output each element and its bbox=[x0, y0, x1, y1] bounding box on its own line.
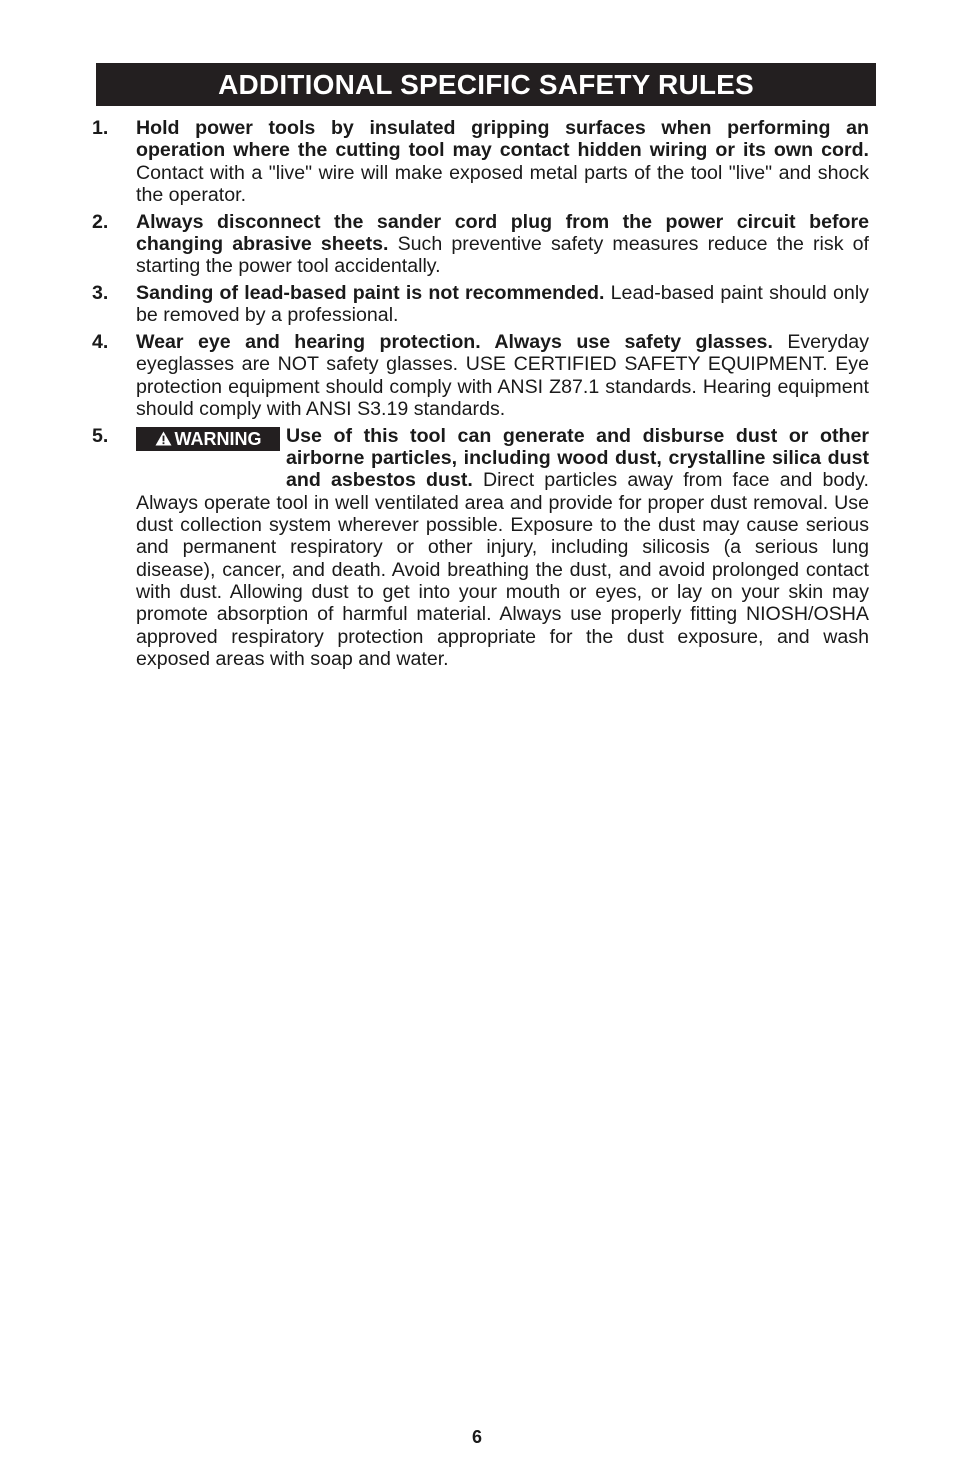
rule-lead: Hold power tools by insulated gripping surfaces when performing an operation where the cutting tool may contact hidden wiring or its own cord. bbox=[136, 117, 869, 162]
rule-body: Direct particles away from face and body. Always operate tool in well ventilated area and provide for proper dust removal. Use dust collection system wherever possible. Exposure to the dust may cause serious and permanent respiratory or other injury, including silicosis (a serious lung disease), cancer, and death. Avoid breathing the dust, and avoid prolonged contact with dust. Allowing dust to get into your mouth or eyes, or lay on your skin may promote absorption of harmful material. Always use properly fitting NIOSH/OSHA approved respiratory protection appropriate for the dust exposure, and wash exposed areas with soap and water. bbox=[136, 469, 869, 670]
rule-body: Lead-based paint should only be removed by a professional. bbox=[136, 282, 869, 327]
rule-number: 3. bbox=[92, 282, 109, 305]
safety-rule-3 bbox=[92, 282, 869, 327]
rule-number: 1. bbox=[92, 117, 109, 139]
safety-rule-1 bbox=[92, 117, 869, 206]
warning-triangle-icon bbox=[155, 431, 172, 446]
rule-lead: Always disconnect the sander cord plug from the power circuit before changing abrasive sheets. bbox=[136, 210, 869, 255]
rule-number: 4. bbox=[92, 331, 109, 354]
section-title-banner bbox=[96, 63, 876, 106]
safety-rule-2 bbox=[92, 211, 869, 278]
rule-number: 5. bbox=[92, 424, 109, 447]
rule-lead: Sanding of lead-based paint is not recommended. bbox=[136, 282, 611, 305]
page-number: 6 bbox=[471, 1427, 482, 1447]
rule-lead: Wear eye and hearing protection. Always use safety glasses. bbox=[136, 331, 788, 354]
safety-rules-list bbox=[92, 117, 869, 675]
warning-label: WARNING bbox=[174, 428, 262, 449]
rule-lead: Use of this tool can generate and disburse dust or other airborne particles, including wood dust, crystalline silica dust and asbestos dust. bbox=[286, 424, 869, 492]
safety-rule-5 bbox=[92, 425, 869, 670]
warning-badge bbox=[136, 427, 280, 451]
rule-body: Everyday eyeglasses are NOT safety glasses. USE CERTIFIED SAFETY EQUIPMENT. Eye protection equipment should comply with ANSI Z87.1 standards. Hearing equipment should comply with ANSI S3.19 standards. bbox=[136, 331, 869, 421]
rule-body: Contact with a "live" wire will make exposed metal parts of the tool "live" and shock the operator. bbox=[136, 161, 869, 206]
rule-number: 2. bbox=[92, 210, 109, 233]
section-title: ADDITIONAL SPECIFIC SAFETY RULES bbox=[218, 68, 754, 100]
safety-rule-4 bbox=[92, 331, 869, 420]
warning-spacer bbox=[136, 451, 286, 471]
rule-body: Such preventive safety measures reduce the risk of starting the power tool accidentally. bbox=[136, 232, 869, 278]
